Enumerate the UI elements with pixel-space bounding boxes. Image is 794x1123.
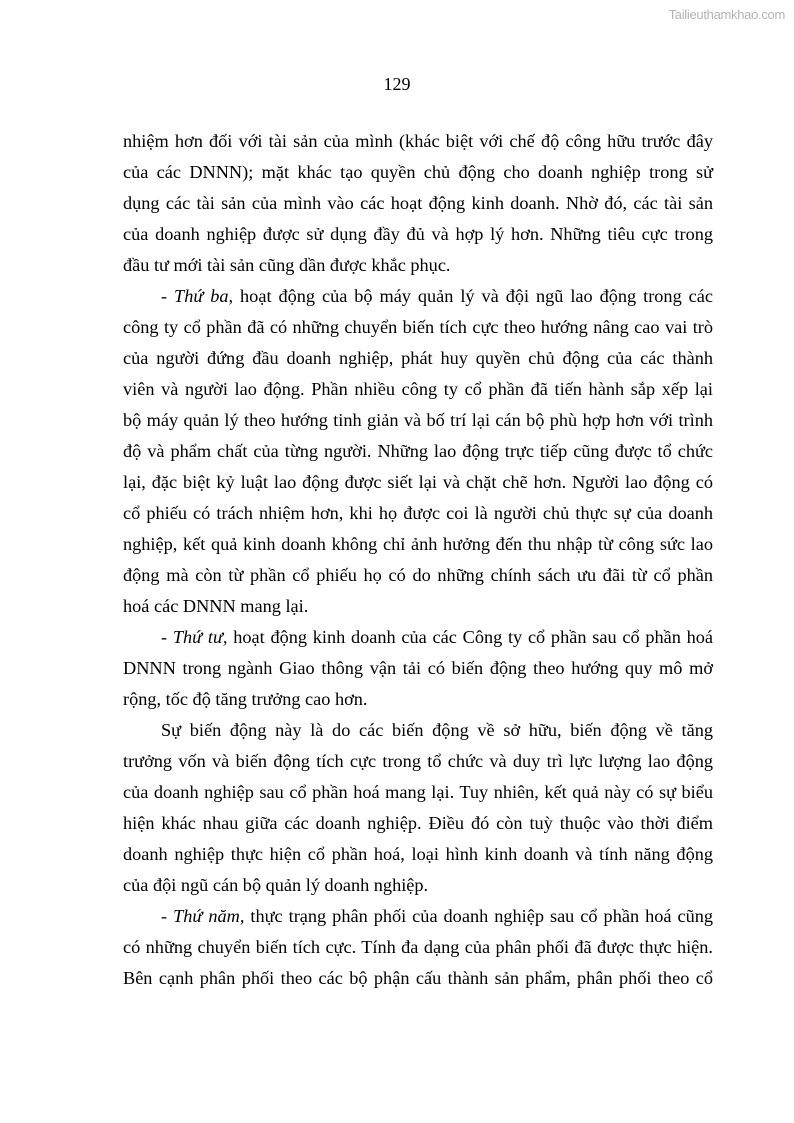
text-line: của doanh nghiệp được sử dụng đầy đủ và hợp lý hơn. Những tiêu cực trong: [123, 224, 713, 244]
text-line: của đội ngũ cán bộ quản lý doanh nghiệp.: [123, 875, 429, 895]
text-line: công ty cổ phần đã có những chuyển biến tích cực theo hướng nâng cao vai trò: [123, 317, 713, 337]
body-text: [123, 126, 713, 994]
text-line: Sự biến động này là do các biến động về sở hữu, biến động về tăng: [161, 720, 713, 740]
item-label: Thứ ba,: [174, 286, 234, 306]
text-line: của doanh nghiệp sau cổ phần hoá mang lại. Tuy nhiên, kết quả này có sự biểu: [123, 782, 713, 802]
text-line-heading: - Thứ tư, hoạt động kinh doanh của các Công ty cổ phần sau cổ phần hoá: [161, 627, 713, 647]
text-line: lại, đặc biệt kỷ luật lao động được siết lại và chặt chẽ hơn. Người lao động có: [123, 472, 713, 492]
item-label: Thứ năm,: [173, 906, 245, 926]
text-line: DNNN trong ngành Giao thông vận tải có biến động theo hướng quy mô mở: [123, 658, 713, 678]
text-line: dụng các tài sản của mình vào các hoạt động kinh doanh. Nhờ đó, các tài sản: [123, 193, 713, 213]
text-line: nhiệm hơn đối với tài sản của mình (khác biệt với chế độ công hữu trước đây: [123, 131, 713, 151]
text-line: hoá các DNNN mang lại.: [123, 596, 309, 616]
item-label: Thứ tư,: [172, 627, 228, 647]
text-line: độ và phẩm chất của từng người. Những lao động trực tiếp cũng được tổ chức: [123, 441, 713, 461]
text-line: của các DNNN); mặt khác tạo quyền chủ động cho doanh nghiệp trong sử: [123, 162, 713, 182]
text-line: viên và người lao động. Phần nhiều công ty cổ phần đã tiến hành sắp xếp lại: [123, 379, 713, 399]
text-line: động mà còn từ phần cổ phiếu họ có do những chính sách ưu đãi từ cổ phần: [123, 565, 713, 585]
text-line-heading: - Thứ năm, thực trạng phân phối của doanh nghiệp sau cổ phần hoá cũng: [161, 906, 713, 926]
text-line: có những chuyển biến tích cực. Tính đa dạng của phân phối đã được thực hiện.: [123, 937, 713, 957]
text-line: bộ máy quản lý theo hướng tinh giản và bố trí lại cán bộ phù hợp hơn với trình: [123, 410, 713, 430]
text-line: Bên cạnh phân phối theo các bộ phận cấu thành sản phẩm, phân phối theo cổ: [123, 968, 713, 988]
text-line: hiện khác nhau giữa các doanh nghiệp. Điều đó còn tuỳ thuộc vào thời điểm: [123, 813, 713, 833]
text-line: của người đứng đầu doanh nghiệp, phát huy quyền chủ động của các thành: [123, 348, 713, 368]
text-line: doanh nghiệp thực hiện cổ phần hoá, loại hình kinh doanh và tính năng động: [123, 844, 713, 864]
page-number: 129: [383, 74, 411, 94]
text-line-heading: - Thứ ba, hoạt động của bộ máy quản lý và đội ngũ lao động trong các: [161, 286, 713, 306]
text-line: đầu tư mới tài sản cũng dần được khắc phục.: [123, 255, 451, 275]
text-line: trưởng vốn và biến động tích cực trong tổ chức và duy trì lực lượng lao động: [123, 751, 713, 771]
text-line: cổ phiếu có trách nhiệm hơn, khi họ được coi là người chủ thực sự của doanh: [123, 503, 713, 523]
text-line: rộng, tốc độ tăng trưởng cao hơn.: [123, 689, 368, 709]
watermark: Tailieuthamkhao.com: [668, 7, 785, 22]
text-line: nghiệp, kết quả kinh doanh không chỉ ảnh hưởng đến thu nhập từ công sức lao: [123, 534, 713, 554]
